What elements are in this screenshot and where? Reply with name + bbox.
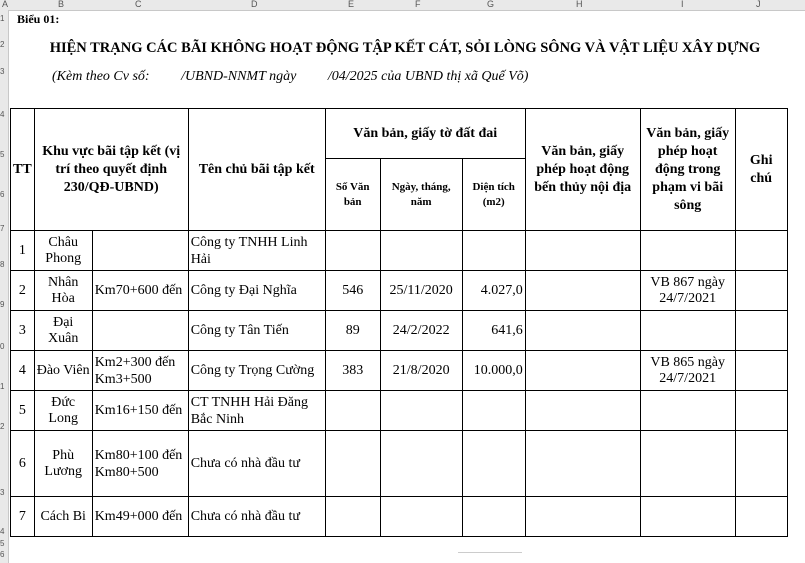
cell-note[interactable] (735, 231, 787, 271)
cell-doc-number[interactable]: 89 (325, 311, 380, 351)
cell-note[interactable] (735, 351, 787, 391)
column-header-j[interactable]: J (756, 0, 761, 9)
row-header[interactable]: 4 (0, 110, 5, 119)
cell-owner[interactable]: CT TNHH Hải Đăng Bắc Ninh (188, 391, 325, 431)
cell-tt[interactable]: 5 (11, 391, 35, 431)
cell-owner[interactable]: Công ty TNHH Linh Hải (188, 231, 325, 271)
cell-tt[interactable]: 3 (11, 311, 35, 351)
cell-tt[interactable]: 2 (11, 271, 35, 311)
row-header[interactable]: 2 (0, 422, 5, 431)
document-subtitle: (Kèm theo Cv số: /UBND-NNMT ngày /04/2025 của UBND thị xã Quế Võ) (52, 69, 529, 84)
cell-area[interactable]: 641,6 (462, 311, 525, 351)
cell-wharf-permit[interactable] (525, 311, 640, 351)
cell-date[interactable]: 25/11/2020 (380, 271, 462, 311)
cell-area[interactable]: 4.027,0 (462, 271, 525, 311)
cell-owner[interactable]: Chưa có nhà đầu tư (188, 497, 325, 537)
column-header-a[interactable]: A (2, 0, 9, 9)
cell-note[interactable] (735, 271, 787, 311)
cell-doc-number[interactable] (325, 431, 380, 497)
cell-note[interactable] (735, 391, 787, 431)
cell-doc-number[interactable] (325, 391, 380, 431)
cell-date[interactable] (380, 497, 462, 537)
row-header[interactable]: 8 (0, 260, 5, 269)
row-header[interactable]: 3 (0, 67, 5, 76)
cell-wharf-permit[interactable] (525, 231, 640, 271)
cell-owner[interactable]: Công ty Đại Nghĩa (188, 271, 325, 311)
row-header[interactable]: 6 (0, 190, 5, 199)
row-header[interactable]: 5 (0, 150, 5, 159)
cell-owner[interactable]: Chưa có nhà đầu tư (188, 431, 325, 497)
cell-tt[interactable]: 6 (11, 431, 35, 497)
row-header[interactable]: 6 (0, 550, 5, 559)
cell-river-permit[interactable]: VB 867 ngày 24/7/2021 (640, 271, 735, 311)
cell-location[interactable]: Km49+000 đến (92, 497, 188, 537)
column-header-b[interactable]: B (58, 0, 65, 9)
table-row (11, 391, 788, 431)
row-header[interactable]: 4 (0, 527, 5, 536)
row-header[interactable]: 9 (0, 300, 5, 309)
cell-wharf-permit[interactable] (525, 497, 640, 537)
cell-area[interactable] (462, 431, 525, 497)
cell-commune[interactable]: Nhân Hòa (34, 271, 92, 311)
row-header[interactable]: 1 (0, 382, 5, 391)
cell-river-permit[interactable] (640, 391, 735, 431)
cell-location[interactable]: Km70+600 đến (92, 271, 188, 311)
table-row (11, 271, 788, 311)
cell-date[interactable]: 24/2/2022 (380, 311, 462, 351)
column-header-bar (0, 0, 805, 11)
cell-river-permit[interactable]: VB 865 ngày 24/7/2021 (640, 351, 735, 391)
row-header[interactable]: 7 (0, 224, 5, 233)
header-area-m2: Diện tích (m2) (462, 159, 525, 231)
cell-note[interactable] (735, 431, 787, 497)
cell-doc-number[interactable] (325, 231, 380, 271)
table-row (11, 351, 788, 391)
column-header-c[interactable]: C (135, 0, 142, 9)
row-header[interactable]: 5 (0, 539, 5, 548)
cell-wharf-permit[interactable] (525, 271, 640, 311)
cell-date[interactable] (380, 431, 462, 497)
form-label: Biểu 01: (17, 12, 60, 26)
cell-river-permit[interactable] (640, 497, 735, 537)
document-title: HIỆN TRẠNG CÁC BÃI KHÔNG HOẠT ĐỘNG TẬP KẾT CÁT, SỎI LÒNG SÔNG VÀ VẬT LIỆU XÂY DỰNG (49, 40, 761, 56)
cell-area[interactable] (462, 391, 525, 431)
cell-doc-number[interactable]: 383 (325, 351, 380, 391)
column-header-e[interactable]: E (348, 0, 355, 9)
cell-wharf-permit[interactable] (525, 431, 640, 497)
cell-location[interactable] (92, 311, 188, 351)
cell-commune[interactable]: Đức Long (34, 391, 92, 431)
column-header-g[interactable]: G (487, 0, 495, 9)
cell-commune[interactable]: Đào Viên (34, 351, 92, 391)
column-header-f[interactable]: F (415, 0, 421, 9)
column-header-i[interactable]: I (681, 0, 684, 9)
divider (458, 552, 522, 553)
cell-commune[interactable]: Phù Lương (34, 431, 92, 497)
cell-location[interactable]: Km16+150 đến (92, 391, 188, 431)
table-row (11, 311, 788, 351)
column-header-h[interactable]: H (576, 0, 583, 9)
row-header[interactable]: 0 (0, 342, 5, 351)
cell-area[interactable] (462, 231, 525, 271)
cell-date[interactable] (380, 231, 462, 271)
cell-date[interactable] (380, 391, 462, 431)
header-tt: TT (11, 109, 35, 231)
cell-location[interactable]: Km80+100 đến Km80+500 (92, 431, 188, 497)
cell-wharf-permit[interactable] (525, 391, 640, 431)
cell-doc-number[interactable] (325, 497, 380, 537)
header-area: Khu vực bãi tập kết (vị trí theo quyết định 230/QĐ-UBND) (34, 109, 188, 231)
row-header[interactable]: 1 (0, 14, 5, 23)
row-header-bar (0, 10, 9, 563)
cell-location[interactable]: Km2+300 đến Km3+500 (92, 351, 188, 391)
header-wharf-permit: Văn bản, giấy phép hoạt động bến thủy nội địa (525, 109, 640, 231)
cell-tt[interactable]: 7 (11, 497, 35, 537)
cell-river-permit[interactable] (640, 311, 735, 351)
table-row (11, 431, 788, 497)
cell-doc-number[interactable]: 546 (325, 271, 380, 311)
cell-tt[interactable]: 4 (11, 351, 35, 391)
cell-commune[interactable]: Cách Bi (34, 497, 92, 537)
header-note: Ghi chú (735, 109, 787, 231)
row-header[interactable]: 2 (0, 40, 5, 49)
header-river-permit: Văn bản, giấy phép hoạt động trong phạm vi bãi sông (640, 109, 735, 231)
cell-date[interactable]: 21/8/2020 (380, 351, 462, 391)
cell-river-permit[interactable] (640, 231, 735, 271)
header-land-documents: Văn bản, giấy tờ đất đai (325, 109, 525, 159)
cell-location[interactable] (92, 231, 188, 271)
cell-commune[interactable]: Đại Xuân (34, 311, 92, 351)
header-owner: Tên chủ bãi tập kết (188, 109, 325, 231)
cell-note[interactable] (735, 311, 787, 351)
cell-note[interactable] (735, 497, 787, 537)
status-table (10, 108, 788, 537)
header-date: Ngày, tháng, năm (380, 159, 462, 231)
row-header[interactable]: 3 (0, 488, 5, 497)
column-header-d[interactable]: D (251, 0, 258, 9)
cell-area[interactable]: 10.000,0 (462, 351, 525, 391)
cell-river-permit[interactable] (640, 431, 735, 497)
cell-owner[interactable]: Công ty Tân Tiến (188, 311, 325, 351)
cell-owner[interactable]: Công ty Trọng Cường (188, 351, 325, 391)
table-row (11, 497, 788, 537)
table-row (11, 231, 788, 271)
cell-commune[interactable]: Châu Phong (34, 231, 92, 271)
header-doc-number: Số Văn bản (325, 159, 380, 231)
cell-tt[interactable]: 1 (11, 231, 35, 271)
cell-wharf-permit[interactable] (525, 351, 640, 391)
cell-area[interactable] (462, 497, 525, 537)
